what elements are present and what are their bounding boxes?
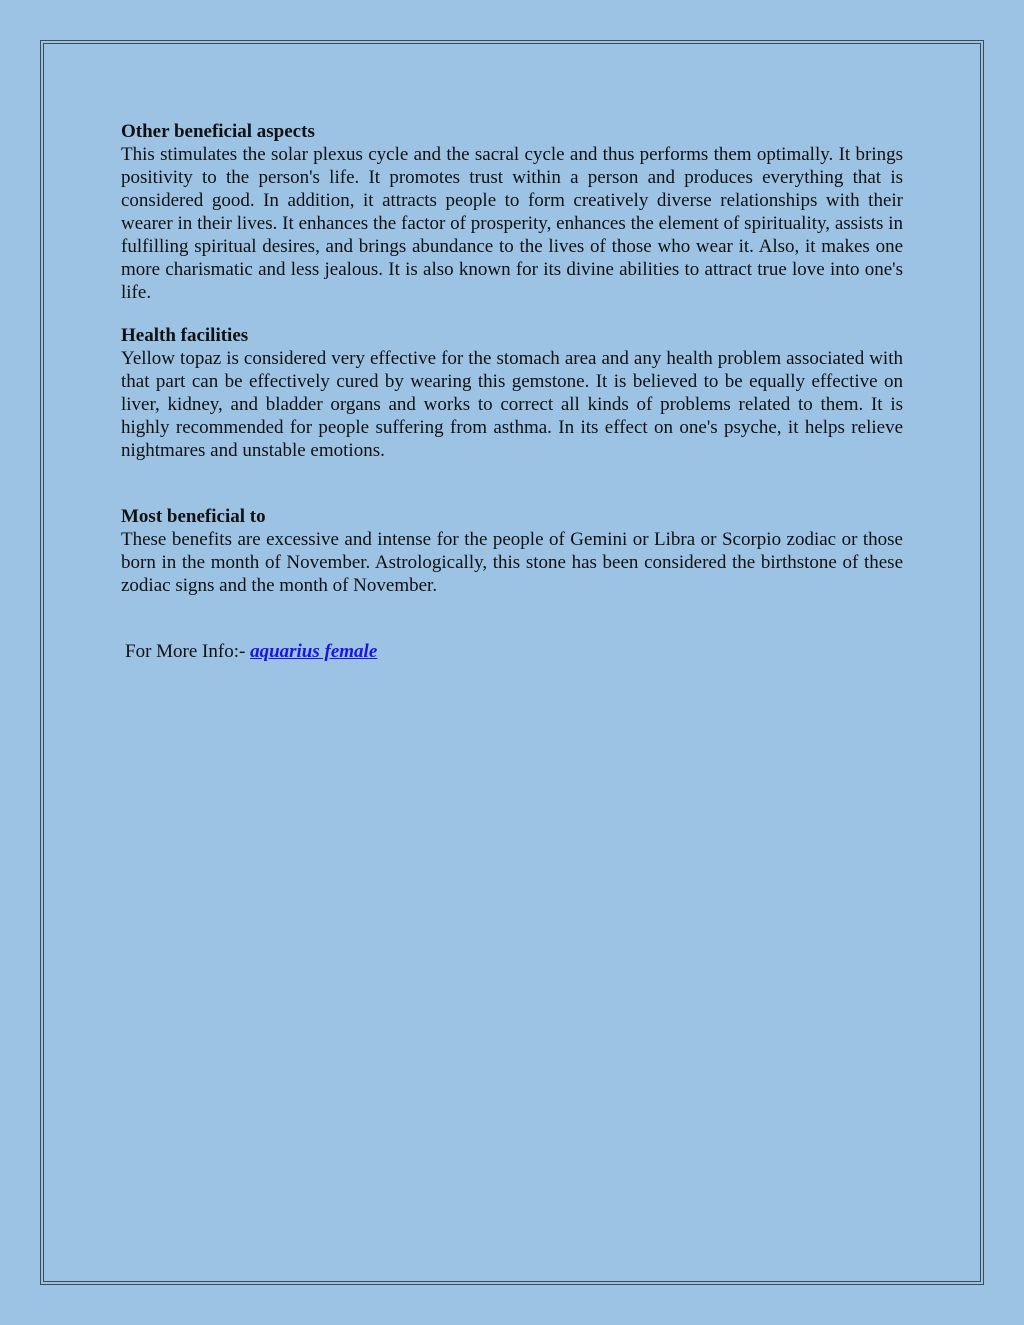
more-info-link[interactable]: aquarius female [250,641,378,662]
section-most-beneficial-to [121,505,903,597]
section-heading: Most beneficial to [121,506,266,527]
section-heading: Other beneficial aspects [121,121,315,142]
section-other-beneficial-aspects [121,120,903,304]
document-content [121,120,903,663]
more-info-line [121,640,903,663]
section-body: Yellow topaz is considered very effective for the stomach area and any health problem associated with that part can be effectively cured by wearing this gemstone. It is believed to be equally effective on liver, kidney, and bladder organs and works to correct all kinds of problems related to them. It is highly recommended for people suffering from asthma. In its effect on one's psyche, it helps relieve nightmares and unstable emotions. [121,348,903,461]
section-heading: Health facilities [121,325,249,346]
section-health-facilities [121,324,903,462]
section-body: These benefits are excessive and intense for the people of Gemini or Libra or Scorpio zodiac or those born in the month of November. Astrologically, this stone has been considered the birthstone of these zodiac signs and the month of November. [121,529,903,596]
more-info-label: For More Info:- [125,641,251,662]
section-body: This stimulates the solar plexus cycle and the sacral cycle and thus performs them optimally. It brings positivity to the person's life. It promotes trust within a person and produces everything that is considered good. In addition, it attracts people to form creatively diverse relationships with their wearer in their lives. It enhances the factor of prosperity, enhances the element of spirituality, assists in fulfilling spiritual desires, and brings abundance to the lives of those who wear it. Also, it makes one more charismatic and less jealous. It is also known for its divine abilities to attract true love into one's life. [121,144,903,303]
